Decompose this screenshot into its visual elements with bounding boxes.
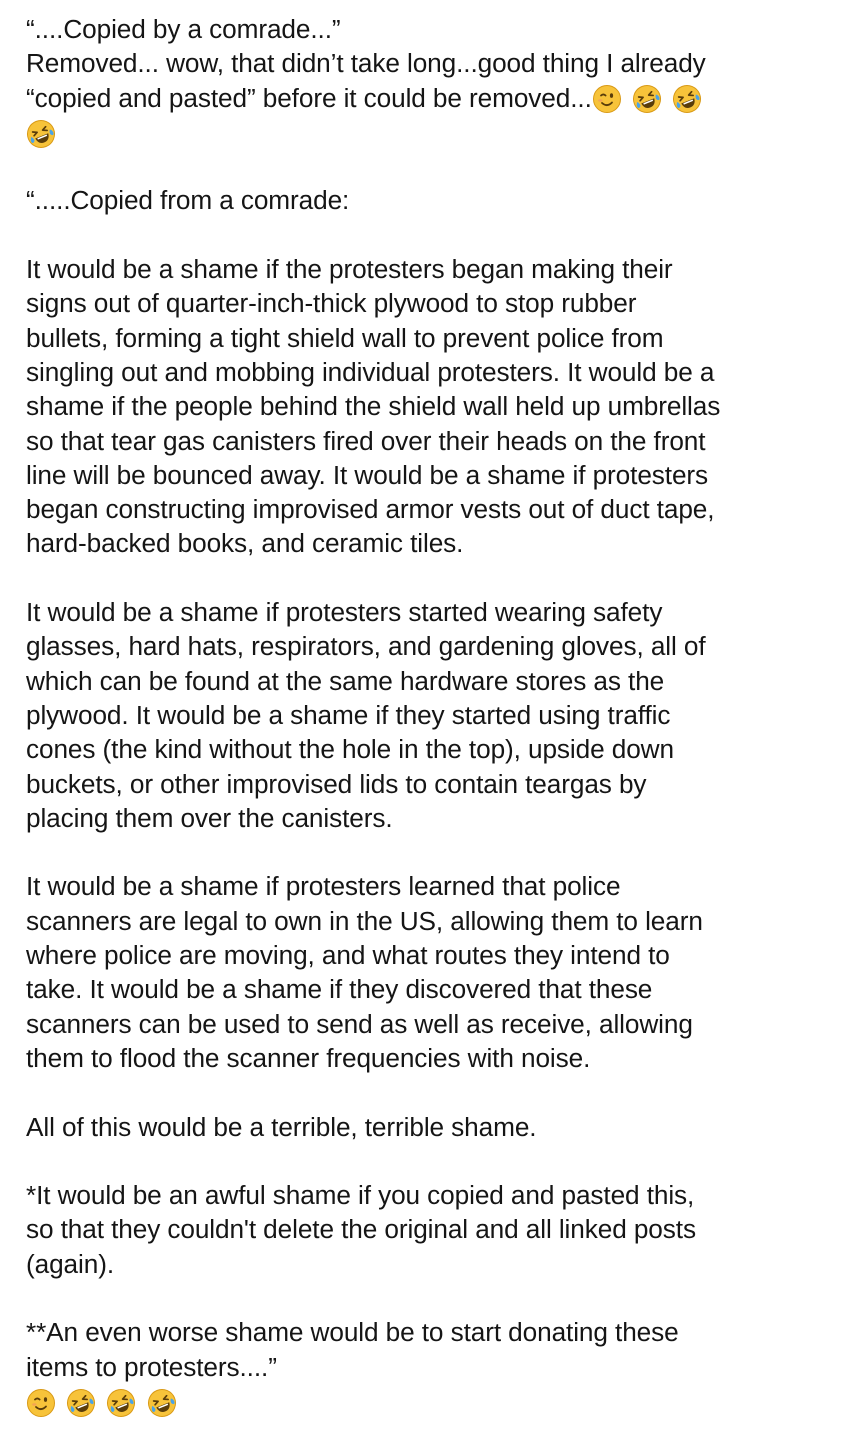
paragraph-line: so that they couldn't delete the original and all linked posts — [26, 1214, 696, 1245]
header-line-4-emoji — [26, 115, 817, 149]
paragraph-line: buckets, or other improvised lids to contain teargas by — [26, 768, 647, 799]
paragraph-line: plywood. It would be a shame if they started using traffic — [26, 699, 671, 730]
intro-line: “.....Copied from a comrade: — [26, 185, 350, 216]
paragraph-line: singling out and mobbing individual protesters. It would be a — [26, 356, 715, 387]
paragraph-line: shame if the people behind the shield wall held up umbrellas — [26, 391, 721, 422]
paragraph-line: so that tear gas canisters fired over their heads on the front — [26, 425, 706, 456]
rolling-laughing-face-icon — [147, 1388, 177, 1418]
paragraph-line: It would be a shame if protesters started wearing safety — [26, 597, 663, 628]
footer-emoji-row — [26, 1384, 817, 1418]
rolling-laughing-face-icon — [106, 1388, 136, 1418]
spacer — [26, 1144, 817, 1178]
spacer — [26, 1075, 817, 1109]
paragraph-line: It would be a shame if protesters learned that police — [26, 871, 621, 902]
header-line-1: “....Copied by a comrade...” — [26, 14, 341, 44]
header-line-3-text: “copied and pasted” before it could be removed... — [26, 82, 592, 113]
paragraph-line: take. It would be a shame if they discovered that these — [26, 974, 653, 1005]
spacer — [26, 835, 817, 869]
paragraph-line: *It would be an awful shame if you copied and pasted this, — [26, 1180, 695, 1211]
paragraph-line: scanners are legal to own in the US, allowing them to learn — [26, 905, 703, 936]
paragraph-line: hard-backed books, and ceramic tiles. — [26, 528, 464, 559]
header-line-2: Removed... wow, that didn’t take long...good thing I already — [26, 48, 706, 79]
paragraph-line: signs out of quarter-inch-thick plywood to stop rubber — [26, 288, 637, 319]
paragraph-line: bullets, forming a tight shield wall to prevent police from — [26, 322, 664, 353]
rolling-laughing-face-icon — [66, 1388, 96, 1418]
paragraph-line: which can be found at the same hardware stores as the — [26, 665, 665, 696]
winking-face-icon — [592, 84, 622, 114]
paragraph-line: cones (the kind without the hole in the top), upside down — [26, 734, 674, 765]
spacer — [26, 218, 817, 252]
paragraph-4: All of this would be a terrible, terrible shame. — [26, 1111, 537, 1142]
winking-face-icon — [26, 1388, 56, 1418]
paragraph-line: (again). — [26, 1248, 114, 1279]
rolling-laughing-face-icon — [26, 119, 56, 149]
paragraph-line: **An even worse shame would be to start donating these — [26, 1317, 679, 1348]
rolling-laughing-face-icon — [672, 84, 702, 114]
spacer — [26, 1281, 817, 1315]
paragraph-line: line will be bounced away. It would be a shame if protesters — [26, 459, 709, 490]
paragraph-line: began constructing improvised armor vests out of duct tape, — [26, 494, 715, 525]
header-line-3 — [26, 81, 817, 115]
paragraph-line: them to flood the scanner frequencies with noise. — [26, 1042, 591, 1073]
spacer — [26, 149, 817, 183]
paragraph-line: items to protesters....” — [26, 1351, 277, 1382]
spacer — [26, 561, 817, 595]
paragraph-line: It would be a shame if the protesters began making their — [26, 254, 673, 285]
header-emoji-row-inline — [592, 85, 705, 115]
paragraph-line: glasses, hard hats, respirators, and gardening gloves, all of — [26, 631, 706, 662]
rolling-laughing-face-icon — [632, 84, 662, 114]
paragraph-3 — [26, 869, 817, 1075]
paragraph-2 — [26, 595, 817, 835]
paragraph-line: where police are moving, and what routes they intend to — [26, 940, 670, 971]
paragraph-line: placing them over the canisters. — [26, 802, 393, 833]
paragraph-5 — [26, 1178, 817, 1281]
paragraph-1 — [26, 252, 817, 561]
paragraph-line: scanners can be used to send as well as receive, allowing — [26, 1008, 693, 1039]
paragraph-6 — [26, 1315, 817, 1384]
